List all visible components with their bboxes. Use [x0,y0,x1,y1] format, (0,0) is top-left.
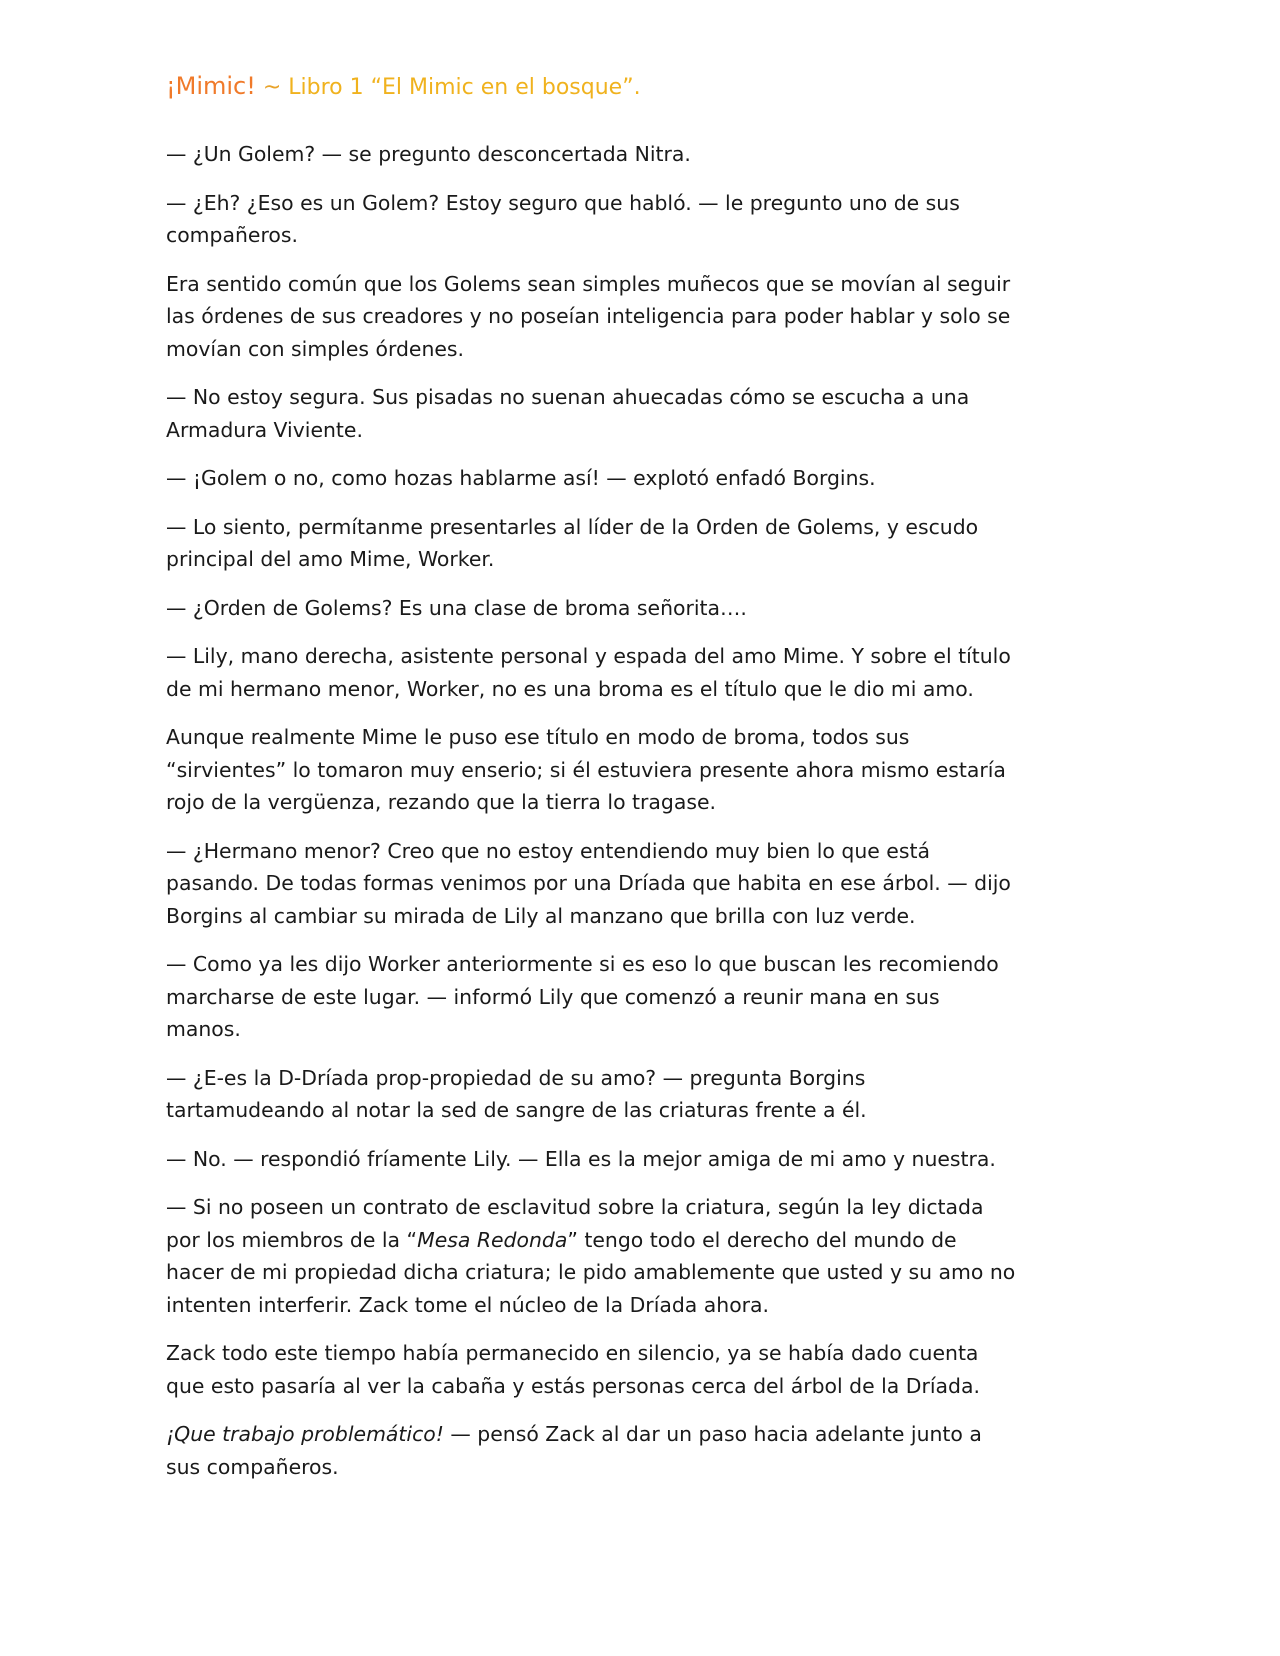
paragraph: Aunque realmente Mime le puso ese título en modo de broma, todos sus “sirvientes” lo tomaron muy enserio; si él estuviera presente ahora mismo estaría rojo de la vergüenza, rezando que la tierra lo tragase. [166,725,1006,814]
running-header [166,70,641,104]
paragraph: Zack todo este tiempo había permanecido en silencio, ya se había dado cuenta que esto pasaría al ver la cabaña y estás personas cerca del árbol de la Dríada. [166,1341,980,1398]
paragraph: — ¡Golem o no, como hozas hablarme así! — explotó enfadó Borgins. [166,466,876,490]
paragraph: — No estoy segura. Sus pisadas no suenan ahuecadas cómo se escucha a una Armadura Viviente. [166,385,970,442]
paragraph-mesa-redonda [166,1191,1016,1321]
text-run: — pensó Zack al dar un paso hacia adelante junto a sus compañeros. [166,1422,982,1479]
book-title: Libro 1 “El Mimic en el bosque”. [288,75,641,100]
paragraph: — No. — respondió fríamente Lily. — Ella es la mejor amiga de mi amo y nuestra. [166,1146,996,1171]
paragraph: — ¿Orden de Golems? Es una clase de broma señorita…. [166,595,747,620]
paragraph: — Lily, mano derecha, asistente personal y espada del amo Mime. Y sobre el título de mi hermano menor, Worker, no es una broma es el título que le dio mi amo. [166,644,1011,701]
chapter-body [166,138,1016,1499]
title-separator: ~ [255,75,289,100]
italic-text-run: Mesa Redonda [417,1227,568,1252]
paragraph: — Lo siento, permítanme presentarles al líder de la Orden de Golems, y escudo principal del amo Mime, Worker. [166,514,979,571]
paragraph: — ¿Un Golem? — se pregunto desconcertada Nitra. [166,142,691,166]
paragraph: Era sentido común que los Golems sean simples muñecos que se movían al seguir las órdenes de sus creadores y no poseían inteligencia para poder hablar y solo se movían con simples órdenes. [166,271,1011,361]
text-run: — Si no poseen un contrato de esclavitud sobre la criatura, según la ley dictada por los miembros de la “ [166,1195,984,1252]
italic-text-run: ¡Que trabajo problemático! [166,1422,444,1446]
text-run: ” tengo todo el derecho del mundo de hacer de mi propiedad dicha criatura; le pido amablemente que usted y su amo no intenten interferir. Zack tome el núcleo de la Dríada ahora. [166,1227,1016,1317]
paragraph-final [166,1418,1016,1483]
paragraph: — ¿E-es la D-Dríada prop-propiedad de su amo? — pregunta Borgins tartamudeando al notar la sed de sangre de las criaturas frente a él. [166,1065,867,1122]
series-title: ¡Mimic! [166,72,256,100]
paragraph: — ¿Hermano menor? Creo que no estoy entendiendo muy bien lo que está pasando. De todas formas venimos por una Dríada que habita en ese árbol. — dijo Borgins al cambiar su mirada de Lily al manzano que brilla con luz verde. [166,838,1011,928]
paragraph: — Como ya les dijo Worker anteriormente si es eso lo que buscan les recomiendo marcharse de este lugar. — informó Lily que comenzó a reunir mana en sus manos. [166,952,999,1041]
paragraph: — ¿Eh? ¿Eso es un Golem? Estoy seguro que habló. — le pregunto uno de sus compañeros. [166,190,960,247]
